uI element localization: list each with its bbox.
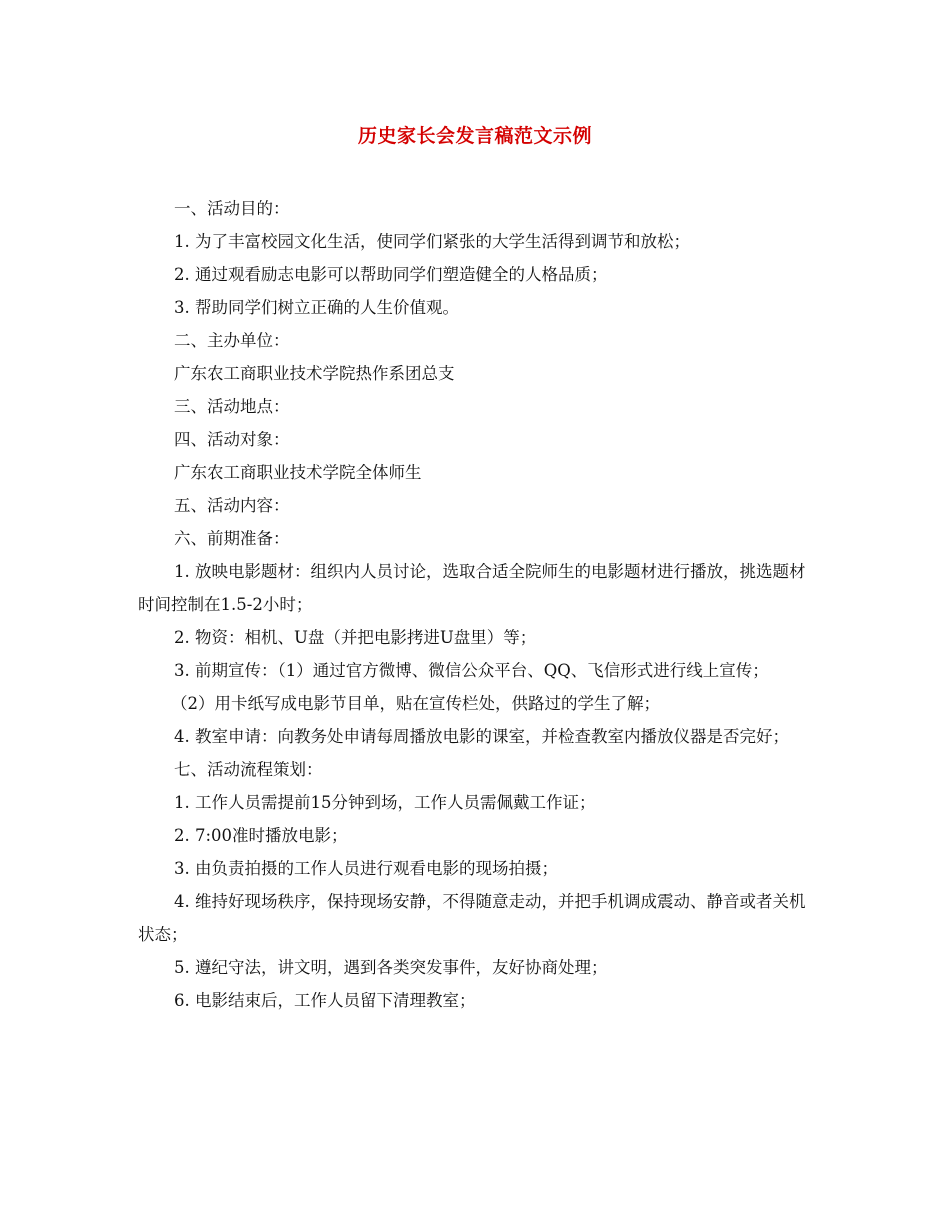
section-heading-audience: 四、活动对象： (174, 430, 290, 449)
list-item: 6. 电影结束后，工作人员留下清理教室； (174, 991, 476, 1010)
list-item: 1. 放映电影题材：组织内人员讨论，选取合适全院师生的电影题材进行播放，挑选题材时间控制在1.5-2小时； (138, 562, 806, 614)
section-heading-organizer: 二、主办单位： (174, 331, 290, 350)
document-body (138, 192, 818, 1017)
list-item: 4. 维持好现场秩序，保持现场安静，不得随意走动，并把手机调成震动、静音或者关机状态； (138, 892, 806, 944)
list-item: 2. 物资：相机、U盘（并把电影拷进U盘里）等； (174, 628, 537, 647)
list-item: 4. 教室申请：向教务处申请每周播放电影的课室，并检查教室内播放仪器是否完好； (174, 727, 789, 746)
list-item: 3. 由负责拍摄的工作人员进行观看电影的现场拍摄； (174, 859, 558, 878)
organizer-text: 广东农工商职业技术学院热作系团总支 (174, 364, 455, 383)
document-title: 历史家长会发言稿范文示例 (357, 125, 592, 147)
section-heading-preparation: 六、前期准备： (174, 529, 290, 548)
section-heading-process: 七、活动流程策划： (174, 760, 323, 779)
section-heading-purpose: 一、活动目的： (174, 199, 290, 218)
audience-text: 广东农工商职业技术学院全体师生 (174, 463, 422, 482)
list-item: 2. 通过观看励志电影可以帮助同学们塑造健全的人格品质； (174, 265, 608, 284)
list-item: 3. 帮助同学们树立正确的人生价值观。 (174, 298, 459, 317)
list-item: 5. 遵纪守法，讲文明，遇到各类突发事件，友好协商处理； (174, 958, 608, 977)
section-heading-content: 五、活动内容： (174, 496, 290, 515)
section-heading-location: 三、活动地点： (174, 397, 290, 416)
list-subitem: （2）用卡纸写成电影节目单，贴在宣传栏处，供路过的学生了解； (171, 694, 660, 713)
list-item: 1. 工作人员需提前15分钟到场，工作人员需佩戴工作证； (174, 793, 596, 812)
list-item: 1. 为了丰富校园文化生活，使同学们紧张的大学生活得到调节和放松； (174, 232, 690, 251)
list-item: 2. 7:00准时播放电影； (174, 826, 348, 845)
list-item: 3. 前期宣传：（1）通过官方微博、微信公众平台、QQ、飞信形式进行线上宣传； (174, 661, 769, 680)
